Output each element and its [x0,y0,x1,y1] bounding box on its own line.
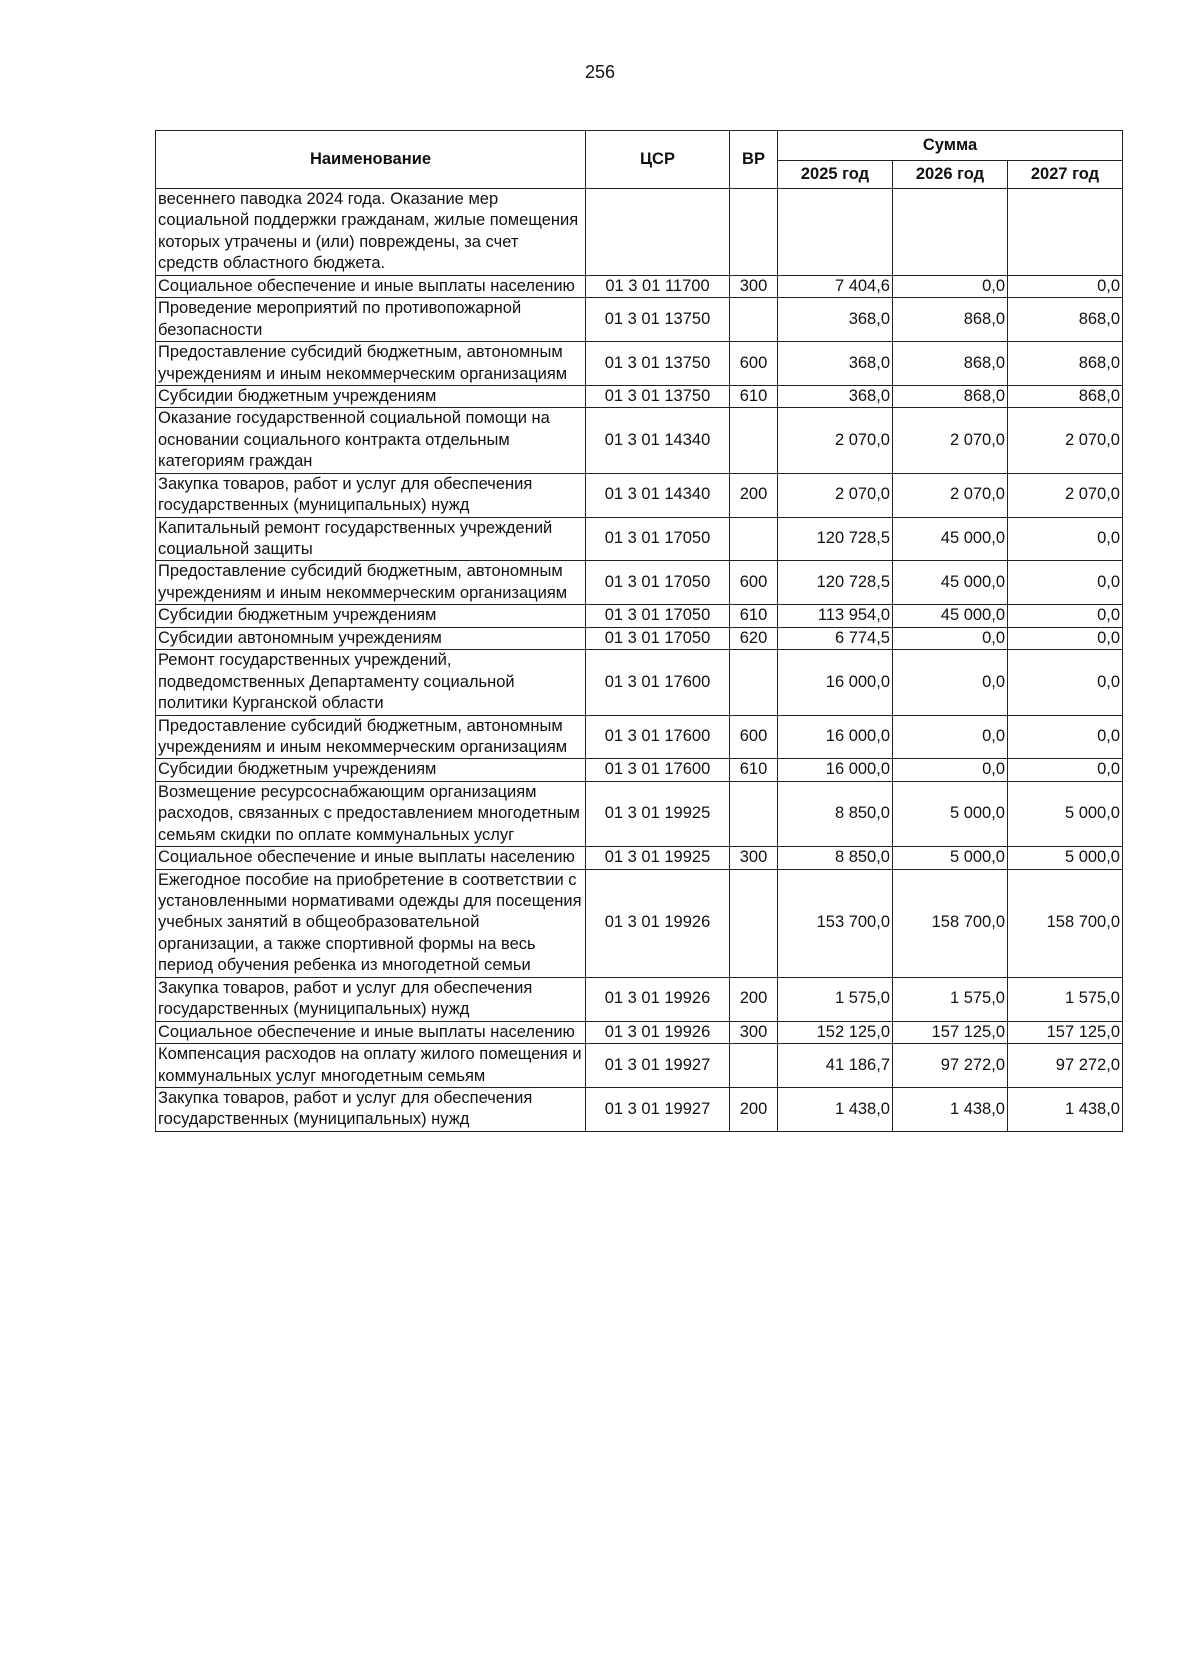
row-csr: 01 3 01 17600 [586,759,730,781]
row-name: Предоставление субсидий бюджетным, автономным учреждениям и иным некоммерческим организациям [156,715,586,759]
row-2026: 157 125,0 [893,1021,1008,1043]
header-year-2026: 2026 год [893,161,1008,189]
row-2026: 868,0 [893,342,1008,386]
row-2025: 113 954,0 [778,605,893,627]
row-vr: 600 [730,561,778,605]
row-2026: 868,0 [893,385,1008,407]
row-2025: 152 125,0 [778,1021,893,1043]
row-vr: 610 [730,385,778,407]
row-2027: 868,0 [1008,385,1123,407]
row-2027: 1 438,0 [1008,1087,1123,1131]
table-row [156,1087,1123,1131]
row-2025: 16 000,0 [778,759,893,781]
row-vr [730,781,778,846]
row-2025: 153 700,0 [778,869,893,977]
row-2026: 45 000,0 [893,561,1008,605]
row-csr: 01 3 01 17600 [586,715,730,759]
table-row [156,869,1123,977]
row-2027: 5 000,0 [1008,781,1123,846]
row-2027: 0,0 [1008,517,1123,561]
row-vr: 600 [730,342,778,386]
row-2027: 158 700,0 [1008,869,1123,977]
table-row [156,189,1123,276]
row-name: Капитальный ремонт государственных учреждений социальной защиты [156,517,586,561]
header-name: Наименование [156,131,586,189]
row-2026: 868,0 [893,298,1008,342]
header-csr: ЦСР [586,131,730,189]
row-vr [730,869,778,977]
row-2025: 2 070,0 [778,473,893,517]
row-csr: 01 3 01 19925 [586,781,730,846]
row-name: Закупка товаров, работ и услуг для обеспечения государственных (муниципальных) нужд [156,473,586,517]
row-vr [730,1044,778,1088]
table-row [156,1021,1123,1043]
row-2025: 368,0 [778,342,893,386]
row-2027: 868,0 [1008,298,1123,342]
row-2025 [778,189,893,276]
row-csr: 01 3 01 13750 [586,298,730,342]
row-2025: 2 070,0 [778,408,893,473]
row-name: Предоставление субсидий бюджетным, автономным учреждениям и иным некоммерческим организациям [156,342,586,386]
row-csr [586,189,730,276]
row-name: Предоставление субсидий бюджетным, автономным учреждениям и иным некоммерческим организациям [156,561,586,605]
row-csr: 01 3 01 17050 [586,561,730,605]
row-csr: 01 3 01 17050 [586,627,730,649]
row-2027: 0,0 [1008,759,1123,781]
row-vr: 200 [730,1087,778,1131]
row-2026: 5 000,0 [893,781,1008,846]
row-2026: 1 575,0 [893,977,1008,1021]
row-csr: 01 3 01 19927 [586,1087,730,1131]
row-2026: 0,0 [893,650,1008,715]
row-csr: 01 3 01 11700 [586,275,730,297]
row-csr: 01 3 01 17050 [586,605,730,627]
row-2025: 368,0 [778,385,893,407]
row-name: весеннего паводка 2024 года. Оказание мер социальной поддержки гражданам, жилые помещения которых утрачены и (или) повреждены, за счет средств областного бюджета. [156,189,586,276]
row-vr: 610 [730,759,778,781]
row-2027: 0,0 [1008,715,1123,759]
table-row [156,385,1123,407]
row-name: Закупка товаров, работ и услуг для обеспечения государственных (муниципальных) нужд [156,977,586,1021]
row-vr [730,517,778,561]
row-name: Компенсация расходов на оплату жилого помещения и коммунальных услуг многодетным семьям [156,1044,586,1088]
row-2025: 1 438,0 [778,1087,893,1131]
row-2026 [893,189,1008,276]
row-2026: 97 272,0 [893,1044,1008,1088]
row-csr: 01 3 01 14340 [586,473,730,517]
row-name: Субсидии автономным учреждениям [156,627,586,649]
row-2027: 97 272,0 [1008,1044,1123,1088]
header-sum: Сумма [778,131,1123,161]
row-csr: 01 3 01 13750 [586,342,730,386]
row-vr: 300 [730,1021,778,1043]
table-row [156,408,1123,473]
row-vr [730,189,778,276]
row-vr: 200 [730,977,778,1021]
row-vr: 300 [730,275,778,297]
row-2025: 16 000,0 [778,715,893,759]
row-2026: 45 000,0 [893,517,1008,561]
row-csr: 01 3 01 19926 [586,1021,730,1043]
table-row [156,342,1123,386]
row-2027: 2 070,0 [1008,473,1123,517]
row-csr: 01 3 01 19926 [586,869,730,977]
row-2027: 0,0 [1008,650,1123,715]
row-vr: 300 [730,847,778,869]
row-name: Социальное обеспечение и иные выплаты населению [156,275,586,297]
row-csr: 01 3 01 17600 [586,650,730,715]
row-2025: 41 186,7 [778,1044,893,1088]
row-name: Социальное обеспечение и иные выплаты населению [156,847,586,869]
row-2025: 8 850,0 [778,781,893,846]
row-2027 [1008,189,1123,276]
row-name: Субсидии бюджетным учреждениям [156,605,586,627]
table-row [156,561,1123,605]
row-2026: 5 000,0 [893,847,1008,869]
row-2025: 6 774,5 [778,627,893,649]
table-row [156,517,1123,561]
row-vr: 600 [730,715,778,759]
row-2025: 120 728,5 [778,561,893,605]
row-2027: 0,0 [1008,275,1123,297]
row-2026: 1 438,0 [893,1087,1008,1131]
row-vr [730,650,778,715]
row-2027: 1 575,0 [1008,977,1123,1021]
row-2025: 368,0 [778,298,893,342]
row-2027: 0,0 [1008,561,1123,605]
row-2026: 0,0 [893,759,1008,781]
table-row [156,781,1123,846]
row-csr: 01 3 01 14340 [586,408,730,473]
table-row [156,715,1123,759]
row-vr: 200 [730,473,778,517]
header-vr: ВР [730,131,778,189]
row-name: Ремонт государственных учреждений, подведомственных Департаменту социальной политики Курганской области [156,650,586,715]
row-csr: 01 3 01 19927 [586,1044,730,1088]
row-2025: 1 575,0 [778,977,893,1021]
row-name: Субсидии бюджетным учреждениям [156,385,586,407]
table-row [156,275,1123,297]
row-name: Возмещение ресурсоснабжающим организациям расходов, связанных с предоставлением многодетным семьям скидки по оплате коммунальных услуг [156,781,586,846]
table-row [156,1044,1123,1088]
row-2027: 0,0 [1008,605,1123,627]
row-csr: 01 3 01 13750 [586,385,730,407]
row-csr: 01 3 01 19925 [586,847,730,869]
header-year-2025: 2025 год [778,161,893,189]
row-name: Закупка товаров, работ и услуг для обеспечения государственных (муниципальных) нужд [156,1087,586,1131]
row-2025: 120 728,5 [778,517,893,561]
row-2025: 8 850,0 [778,847,893,869]
row-2027: 0,0 [1008,627,1123,649]
row-vr: 620 [730,627,778,649]
header-year-2027: 2027 год [1008,161,1123,189]
row-name: Ежегодное пособие на приобретение в соответствии с установленными нормативами одежды для посещения учебных занятий в общеобразовательной организации, а также спортивной формы на весь период обучения ребенка из многодетной семьи [156,869,586,977]
table-row [156,298,1123,342]
row-2026: 2 070,0 [893,473,1008,517]
row-2027: 5 000,0 [1008,847,1123,869]
row-2026: 0,0 [893,715,1008,759]
row-2026: 0,0 [893,627,1008,649]
table-row [156,759,1123,781]
row-name: Проведение мероприятий по противопожарной безопасности [156,298,586,342]
row-2026: 158 700,0 [893,869,1008,977]
row-2027: 2 070,0 [1008,408,1123,473]
row-2025: 16 000,0 [778,650,893,715]
table-row [156,847,1123,869]
row-2027: 157 125,0 [1008,1021,1123,1043]
row-2027: 868,0 [1008,342,1123,386]
row-csr: 01 3 01 19926 [586,977,730,1021]
row-name: Социальное обеспечение и иные выплаты населению [156,1021,586,1043]
table-row [156,473,1123,517]
table-row [156,605,1123,627]
row-name: Субсидии бюджетным учреждениям [156,759,586,781]
row-2025: 7 404,6 [778,275,893,297]
row-2026: 0,0 [893,275,1008,297]
row-csr: 01 3 01 17050 [586,517,730,561]
row-vr [730,298,778,342]
row-vr [730,408,778,473]
budget-table [155,130,1123,1132]
table-row [156,977,1123,1021]
table-body [156,189,1123,1132]
page-number: 256 [584,62,616,82]
table-row [156,650,1123,715]
table-header [156,131,1123,189]
table-row [156,627,1123,649]
row-2026: 2 070,0 [893,408,1008,473]
row-2026: 45 000,0 [893,605,1008,627]
row-name: Оказание государственной социальной помощи на основании социального контракта отдельным категориям граждан [156,408,586,473]
row-vr: 610 [730,605,778,627]
